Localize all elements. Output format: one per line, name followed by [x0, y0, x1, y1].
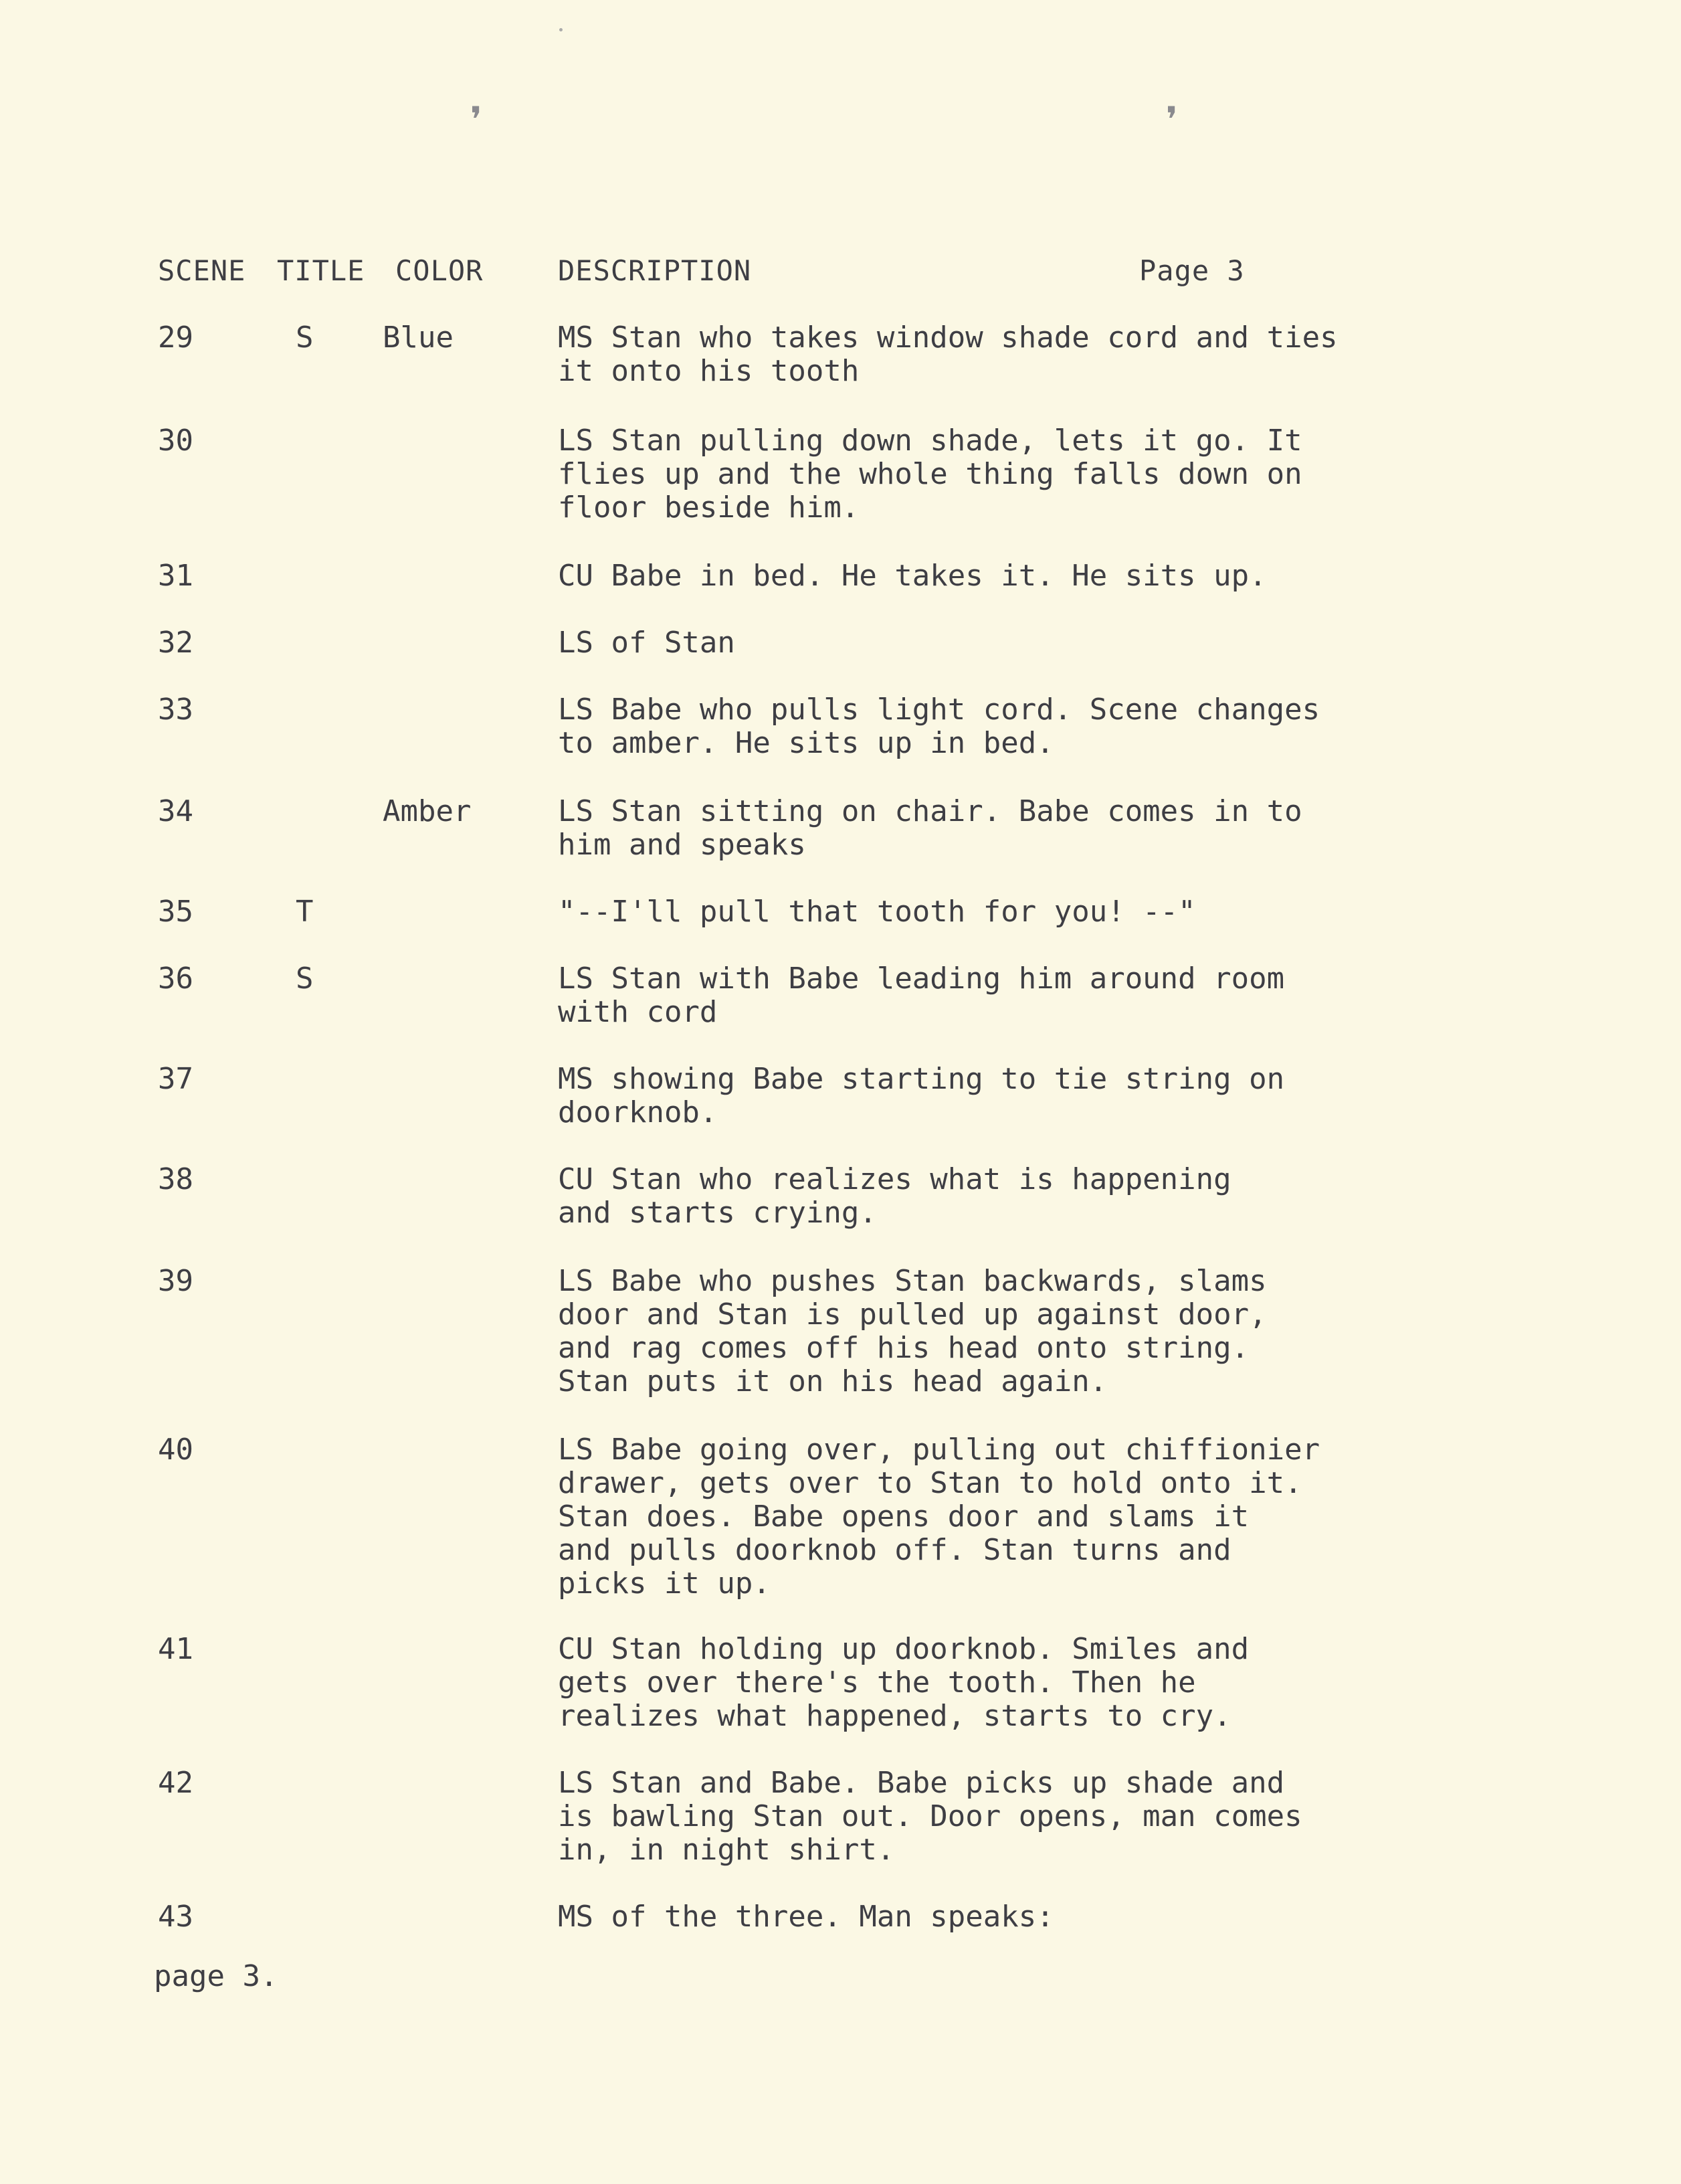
scene-color: Amber	[383, 794, 472, 828]
scene-number: 36	[158, 962, 193, 996]
scene-number: 40	[158, 1433, 193, 1467]
scene-description: LS Stan and Babe. Babe picks up shade and is bawling Stan out. Door opens, man comes in, in night shirt.	[558, 1766, 1302, 1867]
scene-description: LS Babe who pushes Stan backwards, slams door and Stan is pulled up against door, and rag comes off his head onto string. Stan puts it on his head again.	[558, 1264, 1267, 1398]
scene-description: LS Babe going over, pulling out chiffionier drawer, gets over to Stan to hold onto it. Stan does. Babe opens door and slams it and pulls doorknob off. Stan turns and picks it up.	[558, 1433, 1320, 1601]
page-footer: page 3.	[154, 1959, 278, 1993]
scene-description: LS Stan sitting on chair. Babe comes in to him and speaks	[558, 794, 1302, 862]
scene-number: 29	[158, 321, 193, 355]
scene-color: Blue	[383, 321, 454, 355]
header-title: TITLE	[277, 254, 365, 287]
scene-description: LS Babe who pulls light cord. Scene changes to amber. He sits up in bed.	[558, 693, 1320, 760]
scene-number: 33	[158, 693, 193, 727]
scene-number: 34	[158, 794, 193, 828]
scene-description: MS of the three. Man speaks:	[558, 1900, 1054, 1934]
scene-title-code: S	[296, 321, 314, 355]
scene-description: LS Stan pulling down shade, lets it go. It flies up and the whole thing falls down on floor beside him.	[558, 424, 1302, 525]
paper-speck	[559, 28, 563, 31]
scene-number: 39	[158, 1264, 193, 1298]
scene-description: CU Babe in bed. He takes it. He sits up.	[558, 559, 1267, 593]
scene-number: 38	[158, 1162, 193, 1196]
scene-number: 30	[158, 424, 193, 458]
scene-title-code: T	[296, 895, 314, 929]
header-color: COLOR	[395, 254, 484, 287]
scene-description: LS of Stan	[558, 626, 735, 660]
scene-number: 32	[158, 626, 193, 660]
punch-mark-left: ❜	[462, 96, 490, 151]
scene-number: 42	[158, 1766, 193, 1800]
scene-description: CU Stan who realizes what is happening and starts crying.	[558, 1162, 1231, 1230]
scene-number: 37	[158, 1062, 193, 1096]
scene-number: 41	[158, 1632, 193, 1666]
page-number: Page 3	[1139, 254, 1245, 287]
scene-number: 35	[158, 895, 193, 929]
scene-description: CU Stan holding up doorknob. Smiles and gets over there's the tooth. Then he realizes what happened, starts to cry.	[558, 1632, 1250, 1733]
header-scene: SCENE	[158, 254, 246, 287]
header-description: DESCRIPTION	[558, 254, 752, 287]
scene-description: LS Stan with Babe leading him around room with cord	[558, 962, 1285, 1029]
punch-mark-right: ❜	[1157, 96, 1186, 151]
scene-description: MS Stan who takes window shade cord and ties it onto his tooth	[558, 321, 1338, 388]
scene-number: 43	[158, 1900, 193, 1934]
scene-title-code: S	[296, 962, 314, 996]
scene-number: 31	[158, 559, 193, 593]
scene-description: "--I'll pull that tooth for you! --"	[558, 895, 1196, 929]
scene-description: MS showing Babe starting to tie string on doorknob.	[558, 1062, 1285, 1129]
